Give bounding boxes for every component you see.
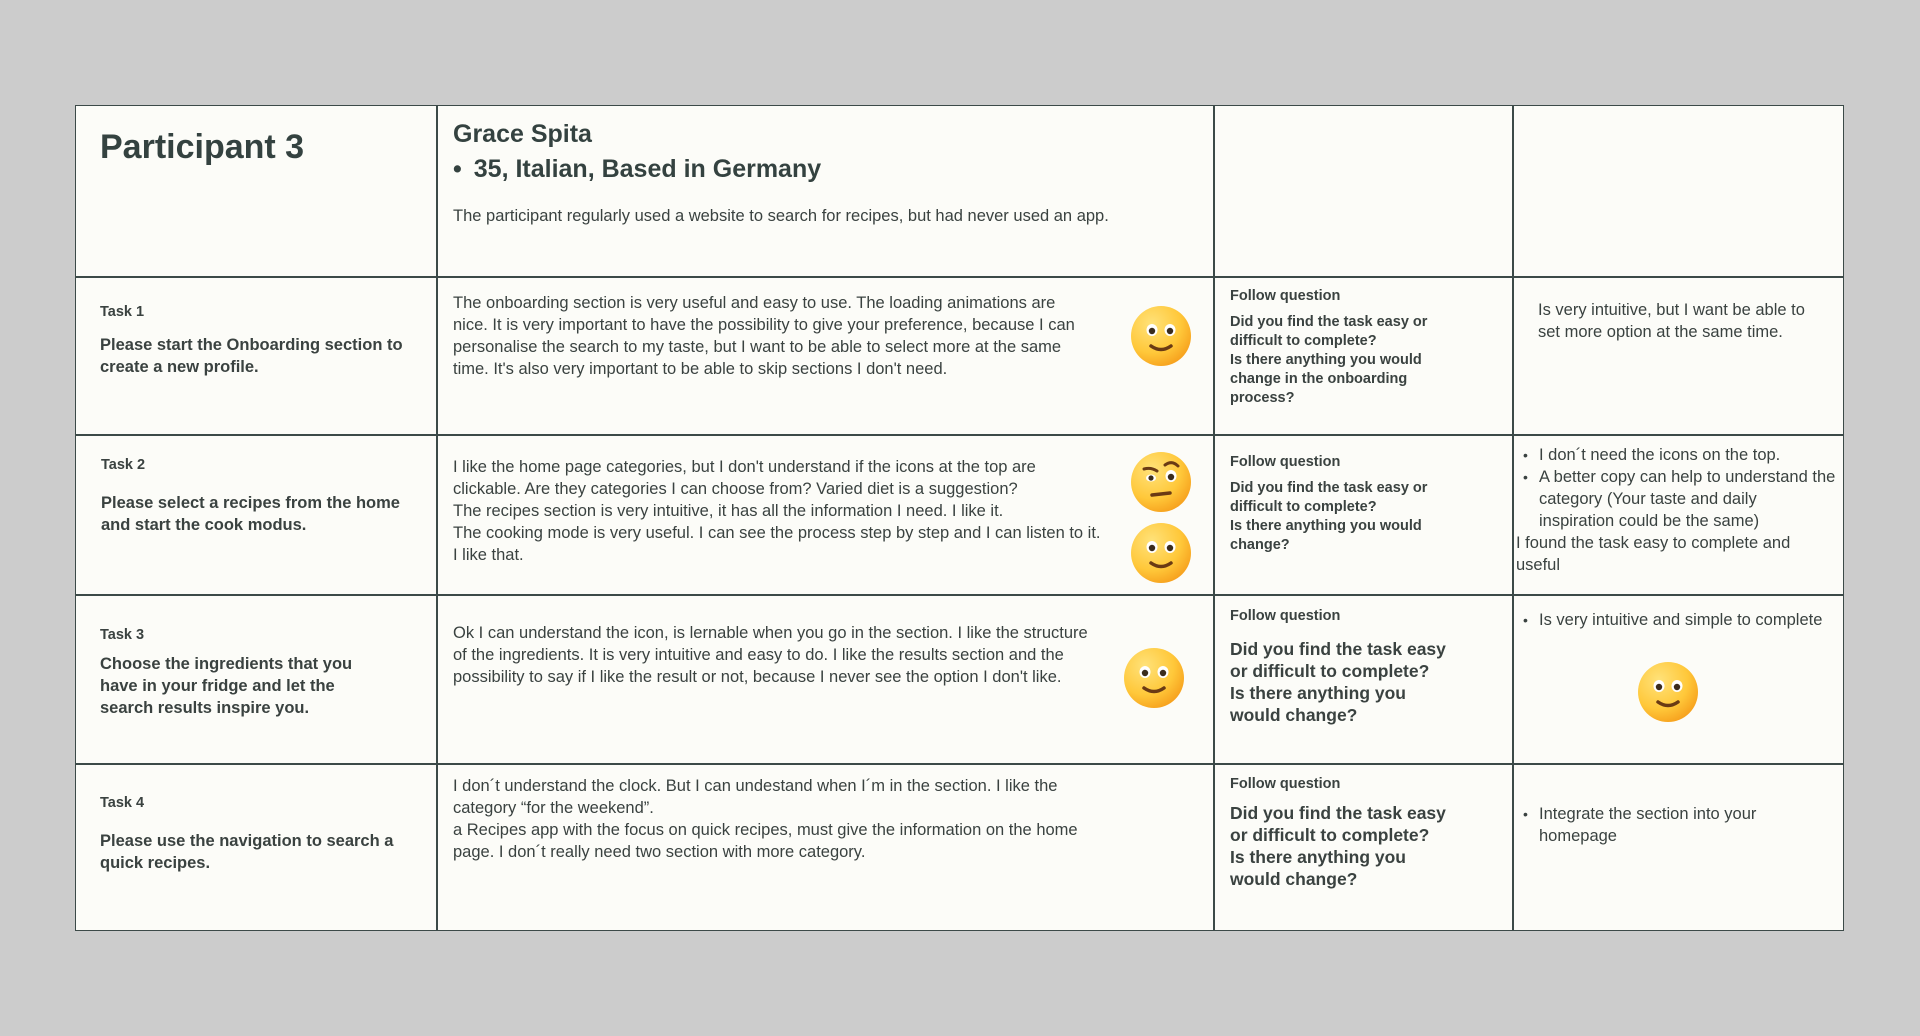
task-3-observation: Ok I can understand the icon, is lernable when you go in the section. I like the structure of the ingredients. It is very intuitive and easy to do. I like the results section and the possibility to say if I like the result or not, because I never see the option I don't like.: [453, 624, 1088, 686]
task-2-note-after: I found the task easy to complete and useful: [1516, 534, 1791, 574]
task-1-cell: [100, 304, 410, 378]
list-item: • Integrate the section into your homepage: [1516, 803, 1806, 847]
participant-title-cell: [100, 128, 420, 167]
follow-question-text: Did you find the task easy or difficult to complete? Is there anything you would change?: [1230, 803, 1446, 889]
column-divider: [436, 106, 438, 930]
task-description: Please start the Onboarding section to create a new profile.: [100, 336, 403, 376]
task-description: Please use the navigation to search a quick recipes.: [100, 832, 394, 872]
task-1-observation: The onboarding section is very useful and easy to use. The loading animations are nice. It is very important to have the possibility to give your preference, because I can personalise the search to my taste, but I want to be able to select more at the same time. It's also very important to be able to skip sections I don't need.: [453, 294, 1075, 378]
participant-name: Grace Spita: [453, 120, 592, 148]
column-divider: [1213, 106, 1215, 930]
participant-description: The participant regularly used a website to search for recipes, but had never used an app.: [453, 207, 1109, 225]
participant-info-cell: [453, 120, 1193, 227]
task-label: Task 2: [101, 457, 146, 473]
row-divider: [76, 434, 1843, 436]
task-4-cell: [100, 795, 410, 874]
task-4-notes-cell: [1516, 803, 1806, 847]
task-label: Task 1: [100, 304, 145, 320]
row-divider: [76, 276, 1843, 278]
row-divider: [76, 763, 1843, 765]
task-2-observation: I like the home page categories, but I don't understand if the icons at the top are clickable. Are they categories I can choose from? Varied diet is a suggestion? The recipes section is very intuitive, it has all the information I need. I like it. The cooking mode is very useful. I can see the process step by step and I can listen to it. I like that.: [453, 458, 1101, 564]
smiling-face-icon: [1123, 647, 1185, 709]
task-2-notes-list: [1516, 444, 1836, 532]
task-label: Task 4: [100, 795, 145, 811]
participant-title: Participant 3: [100, 128, 305, 166]
task-2-cell: [101, 457, 421, 536]
task-1-note: Is very intuitive, but I want be able to set more option at the same time.: [1538, 301, 1805, 341]
participant-details: 35, Italian, Based in Germany: [473, 155, 822, 183]
participant-details-item: [453, 155, 1193, 184]
list-item: • A better copy can help to understand the category (Your taste and daily inspiration could be the same): [1516, 466, 1836, 532]
task-2-notes-cell: [1516, 444, 1836, 576]
task-3-notes-list: [1516, 609, 1836, 631]
follow-question-label: Follow question: [1230, 608, 1341, 624]
bullet-icon: •: [453, 155, 462, 183]
task-4-follow-cell: [1230, 776, 1460, 890]
task-4-notes-list: [1516, 803, 1806, 847]
follow-question-label: Follow question: [1230, 776, 1341, 792]
task-4-observation: I don´t understand the clock. But I can undestand when I´m in the section. I like the category “for the weekend”. a Recipes app with the focus on quick recipes, must give the information on the home page. I don´t really need two section with more category.: [453, 777, 1078, 861]
smiling-face-icon: [1130, 522, 1192, 584]
list-item: • Is very intuitive and simple to complete: [1516, 609, 1836, 631]
task-description: Please select a recipes from the home and start the cook modus.: [101, 494, 400, 534]
smiling-face-icon: [1637, 661, 1699, 723]
skeptical-face-icon: [1130, 451, 1192, 513]
task-3-follow-cell: [1230, 608, 1460, 726]
task-3-notes-cell: [1516, 609, 1836, 631]
task-2-follow-cell: [1230, 454, 1460, 555]
task-label: Task 3: [100, 627, 145, 643]
task-description: Choose the ingredients that you have in your fridge and let the search results inspire you.: [100, 655, 353, 717]
smiling-face-icon: [1130, 305, 1192, 367]
task-3-cell: [100, 627, 390, 719]
follow-question-text: Did you find the task easy or difficult to complete? Is there anything you would change in the onboarding process?: [1230, 314, 1428, 406]
column-divider: [1512, 106, 1514, 930]
follow-question-text: Did you find the task easy or difficult to complete? Is there anything you would change?: [1230, 480, 1428, 553]
follow-question-label: Follow question: [1230, 454, 1341, 470]
task-1-follow-cell: [1230, 288, 1460, 408]
follow-question-text: Did you find the task easy or difficult to complete? Is there anything you would change?: [1230, 639, 1446, 725]
follow-question-label: Follow question: [1230, 288, 1341, 304]
research-board: [75, 105, 1844, 931]
row-divider: [76, 594, 1843, 596]
list-item: • I don´t need the icons on the top.: [1516, 444, 1836, 466]
